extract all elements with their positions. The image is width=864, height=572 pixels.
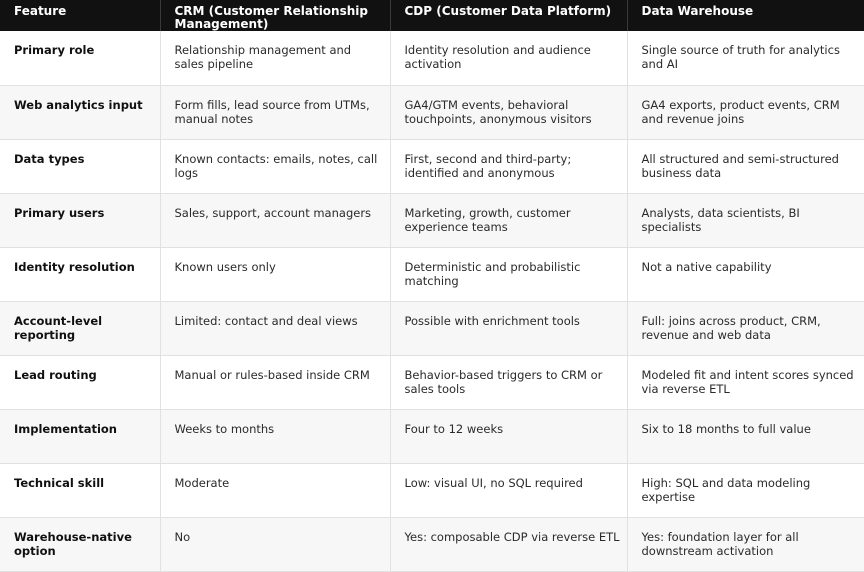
table-row (0, 139, 864, 193)
row-dw-cell: Full: joins across product, CRM, revenue and web data (627, 301, 864, 355)
row-cdp-cell: GA4/GTM events, behavioral touchpoints, anonymous visitors (390, 85, 627, 139)
table-row (0, 247, 864, 301)
row-feature-label: Warehouse-native option (0, 517, 160, 571)
row-cdp-cell: Behavior-based triggers to CRM or sales tools (390, 355, 627, 409)
table-body (0, 31, 864, 571)
row-dw-cell: All structured and semi-structured business data (627, 139, 864, 193)
row-cdp-cell: Deterministic and probabilistic matching (390, 247, 627, 301)
row-crm-cell: Limited: contact and deal views (160, 301, 390, 355)
header-data-warehouse: Data Warehouse (627, 0, 864, 31)
row-dw-cell: Single source of truth for analytics and AI (627, 31, 864, 85)
header-crm: CRM (Customer Relationship Management) (160, 0, 390, 31)
table-row (0, 31, 864, 85)
row-dw-cell: GA4 exports, product events, CRM and revenue joins (627, 85, 864, 139)
row-dw-cell: Modeled fit and intent scores synced via reverse ETL (627, 355, 864, 409)
table-row (0, 301, 864, 355)
row-crm-cell: Form fills, lead source from UTMs, manual notes (160, 85, 390, 139)
row-crm-cell: Known contacts: emails, notes, call logs (160, 139, 390, 193)
header-cdp: CDP (Customer Data Platform) (390, 0, 627, 31)
row-cdp-cell: Yes: composable CDP via reverse ETL (390, 517, 627, 571)
row-feature-label: Technical skill (0, 463, 160, 517)
table-row (0, 517, 864, 571)
row-dw-cell: High: SQL and data modeling expertise (627, 463, 864, 517)
row-feature-label: Lead routing (0, 355, 160, 409)
row-crm-cell: Sales, support, account managers (160, 193, 390, 247)
row-cdp-cell: Low: visual UI, no SQL required (390, 463, 627, 517)
row-feature-label: Primary role (0, 31, 160, 85)
table-header (0, 0, 864, 31)
row-feature-label: Implementation (0, 409, 160, 463)
table-row (0, 409, 864, 463)
row-dw-cell: Not a native capability (627, 247, 864, 301)
header-feature: Feature (0, 0, 160, 31)
row-cdp-cell: First, second and third-party; identified and anonymous (390, 139, 627, 193)
table-row (0, 193, 864, 247)
row-cdp-cell: Identity resolution and audience activation (390, 31, 627, 85)
row-cdp-cell: Possible with enrichment tools (390, 301, 627, 355)
row-feature-label: Account-level reporting (0, 301, 160, 355)
row-feature-label: Primary users (0, 193, 160, 247)
row-crm-cell: Moderate (160, 463, 390, 517)
row-crm-cell: Relationship management and sales pipeline (160, 31, 390, 85)
row-cdp-cell: Marketing, growth, customer experience teams (390, 193, 627, 247)
row-feature-label: Data types (0, 139, 160, 193)
table-row (0, 463, 864, 517)
row-crm-cell: Manual or rules-based inside CRM (160, 355, 390, 409)
row-dw-cell: Yes: foundation layer for all downstream activation (627, 517, 864, 571)
table-row (0, 355, 864, 409)
row-crm-cell: Weeks to months (160, 409, 390, 463)
row-feature-label: Web analytics input (0, 85, 160, 139)
row-cdp-cell: Four to 12 weeks (390, 409, 627, 463)
row-feature-label: Identity resolution (0, 247, 160, 301)
header-row (0, 0, 864, 31)
row-crm-cell: Known users only (160, 247, 390, 301)
row-dw-cell: Analysts, data scientists, BI specialists (627, 193, 864, 247)
table-row (0, 85, 864, 139)
row-dw-cell: Six to 18 months to full value (627, 409, 864, 463)
row-crm-cell: No (160, 517, 390, 571)
